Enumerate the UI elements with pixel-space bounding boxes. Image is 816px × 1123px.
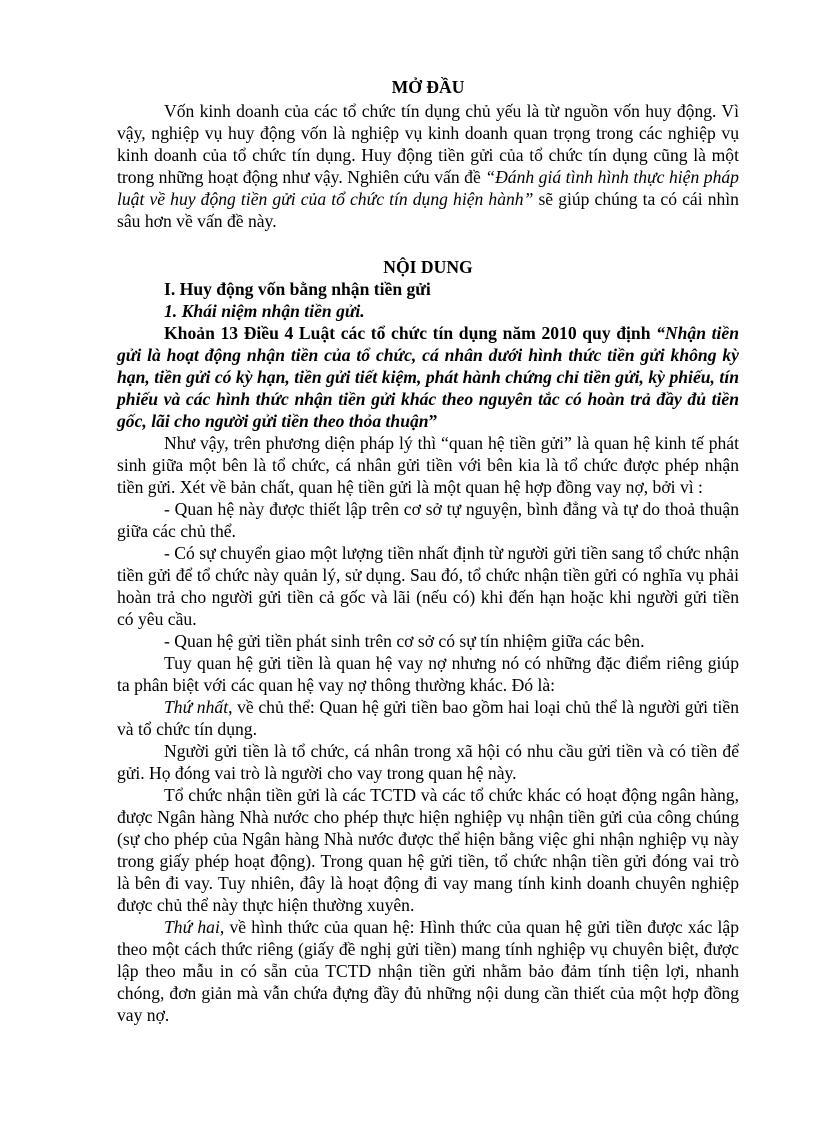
document-body [117, 76, 739, 1026]
bullet-transfer: - Có sự chuyển giao một lượng tiền nhất định từ người gửi tiền sang tổ chức nhận tiền gửi để tổ chức này quản lý, sử dụng. Sau đó, tổ chức nhận tiền gửi có nghĩa vụ phải hoàn trả cho người gửi tiền cả gốc và lãi (nếu có) khi đến hạn hoặc khi người gửi tiền có yêu cầu. [117, 543, 739, 629]
first-feature-paragraph [117, 696, 739, 740]
depositor-paragraph: Người gửi tiền là tổ chức, cá nhân trong xã hội có nhu cầu gửi tiền và có tiền để gửi. Họ đóng vai trò là người cho vay trong quan hệ này. [117, 741, 739, 783]
law-reference: Khoản 13 Điều 4 Luật các tổ chức tín dụng năm 2010 quy định [164, 323, 657, 343]
relation-paragraph: Như vậy, trên phương diện pháp lý thì “quan hệ tiền gửi” là quan hệ kinh tế phát sinh giữa một bên là tổ chức, cá nhân gửi tiền với bên kia là tổ chức được phép nhận tiền gửi. Xét về bản chất, quan hệ tiền gửi là một quan hệ hợp đồng vay nợ, bởi vì : [117, 433, 739, 497]
features-paragraph: Tuy quan hệ gửi tiền là quan hệ vay nợ nhưng nó có những đặc điểm riêng giúp ta phân biệt với các quan hệ vay nợ thông thường khác. Đó là: [117, 653, 739, 695]
bullet-voluntary: - Quan hệ này được thiết lập trên cơ sở tự nguyện, bình đẳng và tự do thoả thuận giữa các chủ thể. [117, 499, 739, 541]
first-feature-text: , về chủ thể: Quan hệ gửi tiền bao gồm hai loại chủ thể là người gửi tiền và tổ chức tín dụng. [117, 697, 739, 739]
receiver-paragraph: Tổ chức nhận tiền gửi là các TCTD và các tổ chức khác có hoạt động ngân hàng, được Ngân hàng Nhà nước cho phép thực hiện nghiệp vụ nhận tiền gửi của công chúng (sự cho phép của Ngân hàng Nhà nước được thể hiện bằng việc ghi nhận nghiệp vụ này trong giấy phép hoạt động). Trong quan hệ gửi tiền, tổ chức nhận tiền gửi đóng vai trò là bên đi vay. Tuy nhiên, đây là hoạt động đi vay mang tính kinh doanh chuyên nghiệp được chủ thể này thực hiện thường xuyên. [117, 785, 739, 915]
intro-paragraph [117, 100, 739, 232]
second-feature-label: Thứ hai [164, 917, 220, 937]
law-quote: “Nhận tiền gửi là hoạt động nhận tiền của tổ chức, cá nhân dưới hình thức tiền gửi không kỳ hạn, tiền gửi có kỳ hạn, tiền gửi tiết kiệm, phát hành chứng chỉ tiền gửi, kỳ phiếu, tín phiếu và các hình thức nhận tiền gửi khác theo nguyên tắc có hoàn trả đầy đủ tiền gốc, lãi cho người gửi tiền theo thỏa thuận [117, 323, 739, 431]
second-feature-paragraph [117, 916, 739, 1026]
law-definition-paragraph [117, 322, 739, 432]
intro-text-end: sẽ giúp chúng ta có cái nhìn sâu hơn về vấn đề này. [117, 189, 739, 231]
bullet-trust: - Quan hệ gửi tiền phát sinh trên cơ sở có sự tín nhiệm giữa các bên. [164, 631, 645, 651]
section-heading: I. Huy động vốn bằng nhận tiền gửi [164, 279, 431, 299]
second-feature-text: , về hình thức của quan hệ: Hình thức của quan hệ gửi tiền được xác lập theo một cách thức riêng (giấy đề nghị gửi tiền) mang tính nghiệp vụ chuyên biệt, được lập theo mẫu in có sẵn của TCTD nhận tiền gửi nhằm bảo đảm tính tiện lợi, nhanh chóng, đơn giản mà vẫn chứa đựng đầy đủ những nội dung cần thiết của một hợp đồng vay nợ. [117, 917, 739, 1025]
intro-text: Vốn kinh doanh của các tổ chức tín dụng chủ yếu là từ nguồn vốn huy động. Vì vậy, nghiệp vụ huy động vốn là nghiệp vụ kinh doanh quan trọng trong các nghiệp vụ kinh doanh của tổ chức tín dụng. Huy động tiền gửi của tổ chức tín dụng cũng là một trong những hoạt động như vậy. Nghiên cứu vấn đề [117, 101, 739, 187]
intro-topic-title: “Đánh giá tình hình thực hiện pháp luật về huy động tiền gửi của tổ chức tín dụng hiện hành” [117, 167, 739, 209]
content-heading: NỘI DUNG [383, 257, 473, 277]
intro-heading: MỞ ĐẦU [391, 77, 465, 97]
first-feature-label: Thứ nhất [164, 697, 229, 717]
law-quote-end: ” [428, 411, 438, 431]
subsection-heading: 1. Khái niệm nhận tiền gửi. [164, 301, 365, 321]
